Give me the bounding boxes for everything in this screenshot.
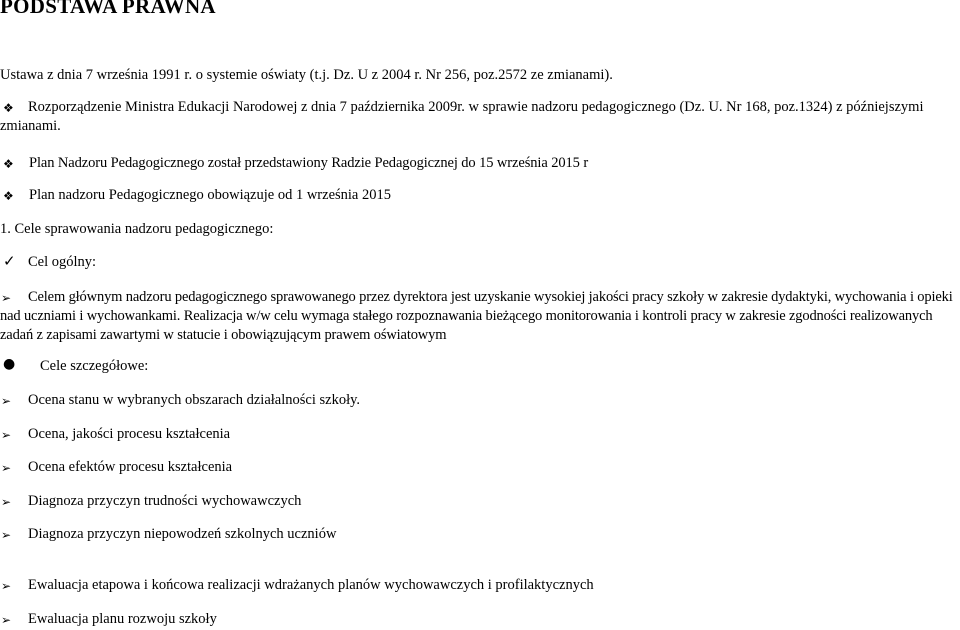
list-item-text: Ocena stanu w wybranych obszarach działalności szkoły. <box>28 392 361 408</box>
arrow-bullet-icon: ➢ <box>1 613 12 627</box>
arrow-bullet-icon: ➢ <box>1 495 12 509</box>
legal-act-text: Ustawa z dnia 7 września 1991 r. o systemie oświaty (t.j. Dz. U z 2004 r. Nr 256, poz.2572 ze zmianami). <box>0 67 613 83</box>
basis-item-text: Plan nadzoru Pedagogicznego obowiązuje od 1 września 2015 <box>29 187 391 203</box>
basis-item-text: Rozporządzenie Ministra Edukacji Narodowej z dnia 7 października 2009r. w sprawie nadzoru pedagogicznego (Dz. U. Nr 168, poz.1324) z późniejszymi zmianami. <box>0 99 924 134</box>
section-heading: 1. Cele sprawowania nadzoru pedagogicznego: <box>0 221 274 237</box>
diamond-bullet-icon: ❖ <box>3 189 14 203</box>
basis-item-text: Plan Nadzoru Pedagogicznego został przedstawiony Radzie Pedagogicznej do 15 września 2015 r <box>29 155 589 171</box>
arrow-bullet-icon: ➢ <box>1 528 12 542</box>
page-title: PODSTAWA PRAWNA <box>0 0 216 18</box>
list-item-text: Ocena, jakości procesu kształcenia <box>28 426 231 442</box>
specific-goals-label: Cele szczegółowe: <box>40 358 149 374</box>
general-goal-label: Cel ogólny: <box>28 254 97 270</box>
list-item-text: Ewaluacja etapowa i końcowa realizacji wdrażanych planów wychowawczych i profilaktycznych <box>28 577 594 593</box>
basis-item <box>0 98 955 136</box>
diamond-bullet-icon: ❖ <box>3 101 14 115</box>
arrow-bullet-icon: ➢ <box>1 291 12 305</box>
checkmark-icon: ✓ <box>3 252 16 270</box>
arrow-bullet-icon: ➢ <box>1 579 12 593</box>
general-goal-text: Celem głównym nadzoru pedagogicznego sprawowanego przez dyrektora jest uzyskanie wysokiej jakości pracy szkoły w zakresie dydaktyki, wychowania i opieki nad uczniami i wychowankami. Realizacja w/w celu wymaga stałego rozpoznawania bieżącego monitorowania i kontroli pracy w zakresie zgodności realizowanych zadań z zapisami zawartymi w statucie i obowiązującym prawem oświatowym <box>0 289 953 343</box>
arrow-bullet-icon: ➢ <box>1 394 12 408</box>
list-item-text: Ewaluacja planu rozwoju szkoły <box>28 611 217 627</box>
arrow-bullet-icon: ➢ <box>1 461 12 475</box>
list-item-text: Ocena efektów procesu kształcenia <box>28 459 233 475</box>
general-goal-paragraph <box>0 288 955 345</box>
diamond-bullet-icon: ❖ <box>3 157 14 171</box>
list-item-text: Diagnoza przyczyn niepowodzeń szkolnych uczniów <box>28 526 337 542</box>
round-bullet-icon: ● <box>3 356 16 372</box>
list-item-text: Diagnoza przyczyn trudności wychowawczych <box>28 493 302 509</box>
arrow-bullet-icon: ➢ <box>1 428 12 442</box>
